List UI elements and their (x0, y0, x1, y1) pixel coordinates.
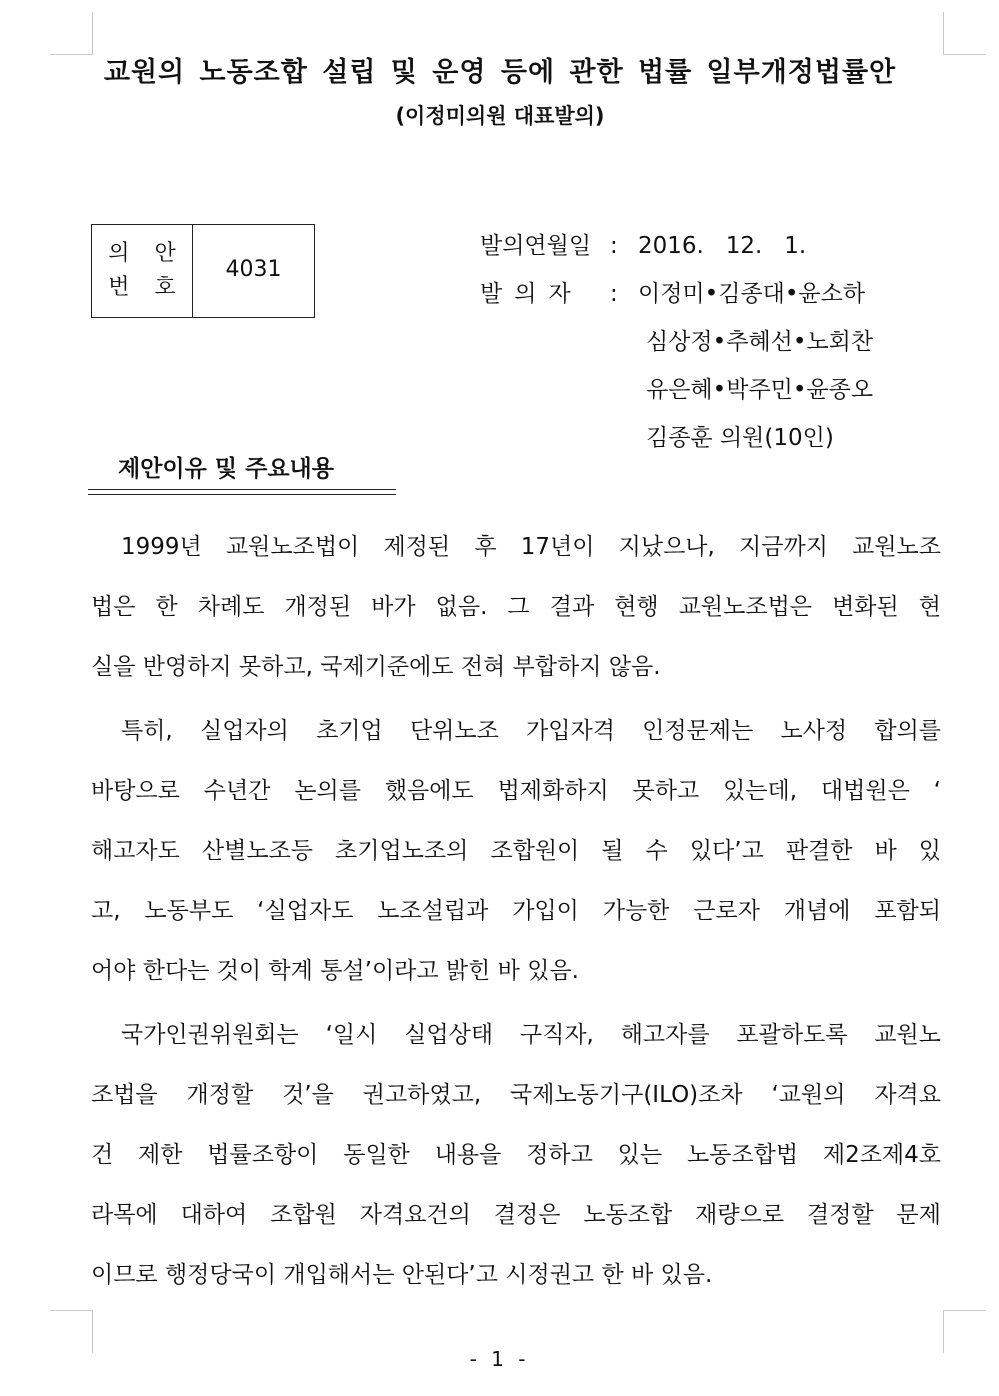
proposer-line-4: 김종훈 의원(10인) (646, 425, 834, 451)
text-line: 바탕으로 수년간 논의를 했음에도 법제화하지 못하고 있는데, 대법원은 ‘ (91, 778, 941, 804)
crop-mark-top-left (50, 12, 93, 55)
text-line: 라목에 대하여 조합원 자격요건의 결정은 노동조합 재량으로 결정할 문제 (91, 1202, 941, 1228)
bill-number-value: 4031 (225, 256, 282, 282)
text-line: 어야 한다는 것이 학계 통설’이라고 밝힌 바 있음. (91, 958, 579, 984)
proposal-date-row (480, 222, 873, 270)
proposal-body (91, 517, 941, 1309)
bill-metadata (480, 222, 873, 462)
text-line: 해고자도 산별노조등 초기업노조의 조합원이 될 수 있다’고 판결한 바 있 (91, 838, 941, 864)
section-heading: 제안이유 및 주요내용 (118, 456, 334, 482)
proposer-separator: : (610, 281, 618, 307)
text-line: 법은 한 차례도 개정된 바가 없음. 그 결과 현행 교원노조법은 변화된 현 (91, 594, 941, 620)
proposal-date-value: 2016. 12. 1. (638, 233, 807, 259)
page-number: - 1 - (469, 1347, 530, 1371)
proposal-date-label: 발의연월일 (480, 233, 592, 259)
text-line: 특히, 실업자의 초기업 단위노조 가입자격 인정문제는 노사정 합의를 (121, 718, 941, 744)
proposer-line-1: 이정미•김종대•윤소하 (638, 281, 866, 307)
proposer-line-2: 심상정•추혜선•노회찬 (646, 329, 874, 355)
paragraph-2 (91, 701, 941, 1001)
document-subtitle: (이정미의원 대표발의) (395, 104, 605, 128)
proposal-date-separator: : (610, 233, 618, 259)
text-line: 1999년 교원노조법이 제정된 후 17년이 지났으나, 지금까지 교원노조 (121, 534, 941, 560)
proposer-label: 발의자 (480, 281, 583, 307)
text-line: 이므로 행정당국이 개입해서는 안된다’고 시정권고 한 바 있음. (91, 1262, 713, 1288)
bill-number-label (92, 225, 193, 317)
bill-label-line2: 번 호 (108, 275, 185, 300)
document-title: 교원의 노동조합 설립 및 운영 등에 관한 법률 일부개정법률안 (103, 57, 897, 88)
text-line: 고, 노동부도 ‘실업자도 노조설립과 가입이 가능한 근로자 개념에 포함되 (91, 898, 941, 924)
proposer-row (480, 270, 873, 318)
paragraph-1 (91, 517, 941, 697)
text-line: 국가인권위원회는 ‘일시 실업상태 구직자, 해고자를 포괄하도록 교원노 (121, 1022, 941, 1048)
text-line: 건 제한 법률조항이 동일한 내용을 정하고 있는 노동조합법 제2조제4호 (91, 1142, 941, 1168)
section-heading-underline (88, 489, 396, 495)
text-line: 조법을 개정할 것’을 권고하였고, 국제노동기구(ILO)조차 ‘교원의 자격요 (91, 1082, 941, 1108)
text-line: 실을 반영하지 못하고, 국제기준에도 전혀 부합하지 않음. (91, 654, 661, 680)
bill-number-box (91, 224, 315, 318)
bill-label-line1: 의 안 (108, 241, 185, 266)
proposer-line-3: 유은혜•박주민•윤종오 (646, 377, 874, 403)
crop-mark-top-right (943, 12, 986, 55)
paragraph-3 (91, 1005, 941, 1305)
